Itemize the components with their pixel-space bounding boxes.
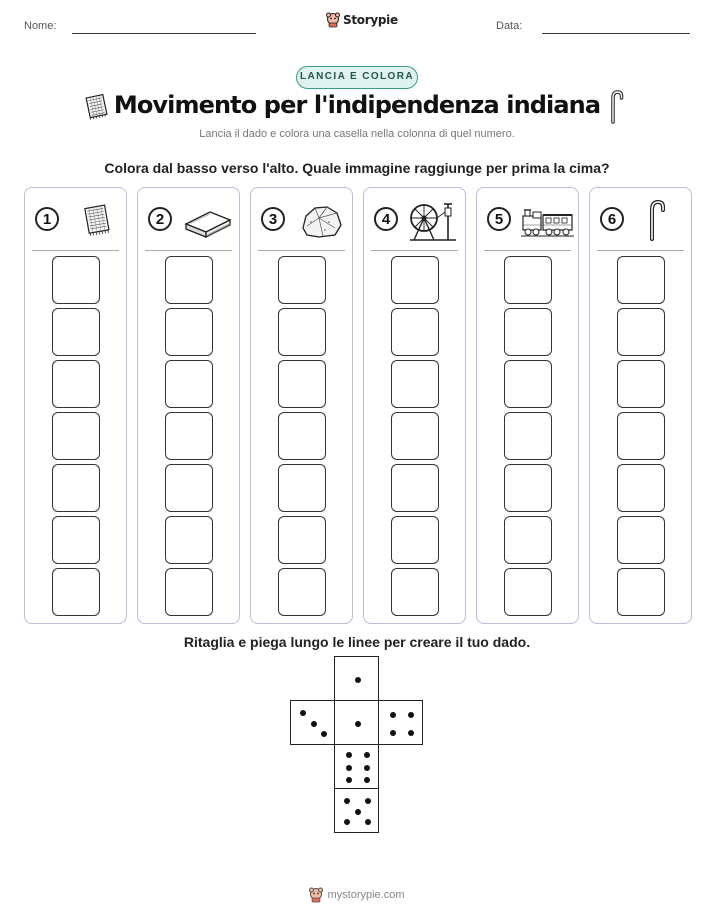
color-box[interactable] [278,516,326,564]
die-pip [344,819,350,825]
brand-name: Storypie [343,13,398,27]
footer [0,884,714,906]
die-pip [355,677,361,683]
color-box[interactable] [52,308,100,356]
die-face [334,788,379,833]
die-pip [365,798,371,804]
die-face [334,700,379,745]
die-pip [408,712,414,718]
die-pip [346,765,352,771]
column-number: 6 [600,207,624,231]
column-5 [476,187,579,624]
die-face [290,700,335,745]
color-box[interactable] [504,412,552,460]
column-header [25,188,126,250]
color-box[interactable] [52,360,100,408]
die-face [378,700,423,745]
color-box[interactable] [617,568,665,616]
color-box[interactable] [278,360,326,408]
die-net [290,656,424,834]
color-box[interactable] [391,568,439,616]
date-label: Data: [496,20,523,32]
die-pip [365,819,371,825]
color-box[interactable] [165,412,213,460]
color-box[interactable] [165,516,213,564]
color-box[interactable] [52,412,100,460]
color-box[interactable] [391,412,439,460]
die-pip [390,730,396,736]
color-box[interactable] [391,256,439,304]
column-header [251,188,352,250]
color-box[interactable] [617,308,665,356]
die-pip [364,765,370,771]
color-box[interactable] [504,464,552,512]
color-box[interactable] [391,308,439,356]
column-6 [589,187,692,624]
column-2 [137,187,240,624]
header [0,0,714,50]
color-box[interactable] [504,256,552,304]
color-box[interactable] [391,516,439,564]
storypie-mascot-icon [326,12,340,28]
color-box[interactable] [165,256,213,304]
column-3 [250,187,353,624]
color-box[interactable] [278,256,326,304]
column-header [138,188,239,250]
color-box[interactable] [504,568,552,616]
die-pip [364,777,370,783]
die-pip [390,712,396,718]
title-row [0,90,714,128]
color-box[interactable] [504,516,552,564]
brand-logo [326,12,398,28]
storypie-mascot-icon [309,887,323,903]
die-pip [346,752,352,758]
column-header [590,188,691,250]
column-number: 4 [374,207,398,231]
walking-stick-icon [606,90,624,129]
column-divider [597,250,684,251]
color-box[interactable] [52,464,100,512]
color-box[interactable] [278,412,326,460]
column-divider [258,250,345,251]
khadi-cloth-icon [67,198,123,242]
column-header [477,188,578,250]
column-4 [363,187,466,624]
color-box[interactable] [52,568,100,616]
column-number: 5 [487,207,511,231]
color-box[interactable] [617,256,665,304]
book-icon [180,198,236,242]
name-label: Nome: [24,20,57,32]
color-box[interactable] [278,568,326,616]
walking-stick-icon [632,198,688,242]
die-pip [346,777,352,783]
spinning-wheel-icon [406,198,462,242]
column-number: 3 [261,207,285,231]
color-box[interactable] [391,360,439,408]
die-face [334,744,379,789]
color-box[interactable] [617,412,665,460]
column-divider [371,250,458,251]
column-header [364,188,465,250]
coloring-instructions: Colora dal basso verso l'alto. Quale immagine raggiunge per prima la cima? [104,160,610,176]
cut-instructions: Ritaglia e piega lungo le linee per creare il tuo dado. [183,634,531,650]
die-pip [321,731,327,737]
column-divider [484,250,571,251]
column-divider [145,250,232,251]
salt-rock-icon [293,198,349,242]
color-box[interactable] [165,360,213,408]
die-pip [355,721,361,727]
die-pip [344,798,350,804]
color-box[interactable] [504,308,552,356]
color-box[interactable] [617,464,665,512]
name-line[interactable] [72,33,256,34]
die-pip [300,710,306,716]
date-line[interactable] [542,33,690,34]
color-box[interactable] [617,360,665,408]
color-box[interactable] [52,256,100,304]
die-pip [408,730,414,736]
color-box[interactable] [165,568,213,616]
race-columns [24,187,690,624]
die-face [334,656,379,701]
color-box[interactable] [617,516,665,564]
color-box[interactable] [165,464,213,512]
color-box[interactable] [504,360,552,408]
column-number: 1 [35,207,59,231]
column-divider [32,250,119,251]
train-icon [519,198,575,242]
page-title: Movimento per l'indipendenza indiana [113,91,601,119]
subtitle: Lancia il dado e colora una casella nella colonna di quel numero. [199,128,515,140]
color-box[interactable] [391,464,439,512]
die-pip [311,721,317,727]
color-box[interactable] [52,516,100,564]
die-pip [355,809,361,815]
die-pip [364,752,370,758]
color-box[interactable] [165,308,213,356]
footer-url: mystorypie.com [327,889,405,901]
column-1 [24,187,127,624]
activity-badge: LANCIA E COLORA [296,66,418,89]
color-box[interactable] [278,464,326,512]
column-number: 2 [148,207,172,231]
color-box[interactable] [278,308,326,356]
